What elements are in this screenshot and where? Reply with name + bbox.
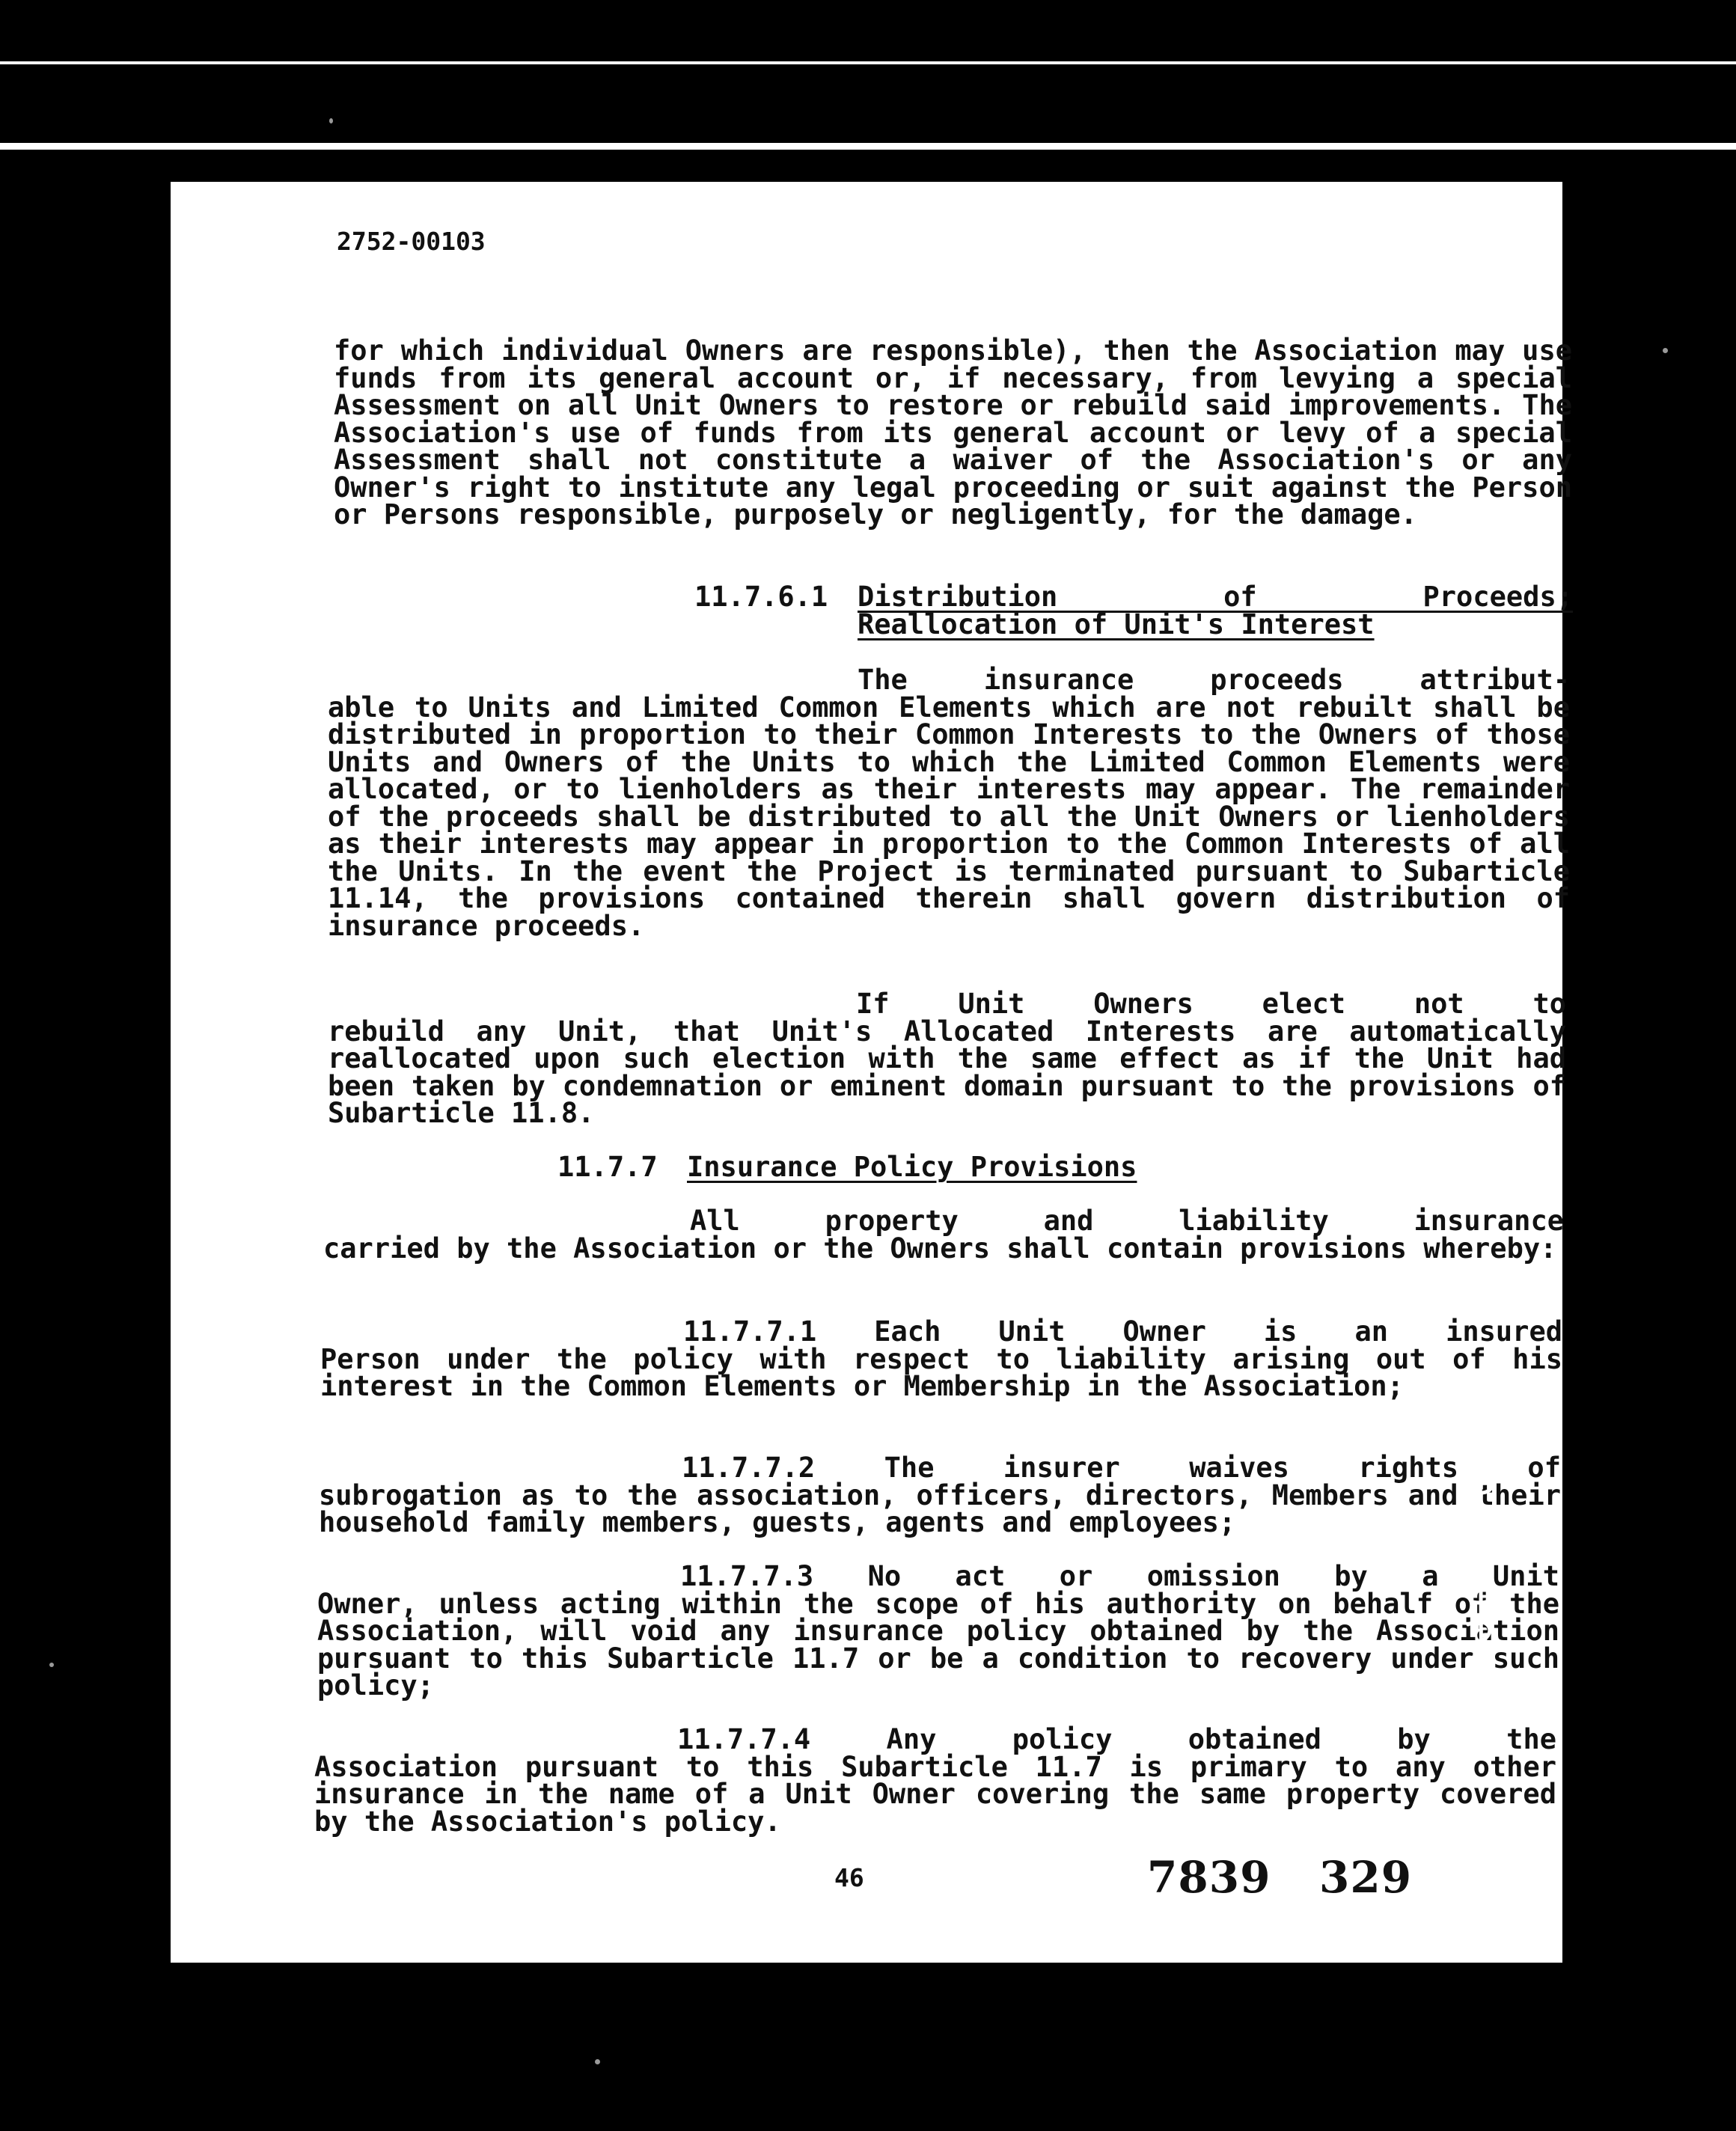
scan-speck <box>49 1663 54 1667</box>
document-page <box>171 182 1573 1963</box>
paragraph-first-line: 11.7.7.3 No act or omission by a Unit <box>680 1560 1559 1592</box>
paragraph-first-line: 11.7.7.1 Each Unit Owner is an insured <box>683 1315 1562 1348</box>
margin-notation-stroke <box>1468 1454 1493 1726</box>
section-11-7-6-1-title <box>858 583 1573 638</box>
paragraph-text: Person under the policy with respect to liability arising out of his interest in the Common Elements or Membership in the Association; <box>320 1342 1562 1402</box>
paragraph-first-line: If Unit Owners elect not to <box>856 988 1566 1020</box>
paragraph-first-line: 11.7.7.2 The insurer waives rights of <box>682 1452 1561 1484</box>
paragraph-text: Owner, unless acting within the scope of his authority on behalf of the Association, will void any insurance policy obtained by the Association pursuant to this Subarticle 11.7 or be a condition to recovery under such policy; <box>317 1587 1559 1702</box>
paragraph-distribution-of-proceeds <box>328 664 1570 942</box>
section-11-7-7-number: 11.7.7 <box>557 1151 658 1183</box>
paragraph-text: carried by the Association or the Owners shall contain provisions whereby: <box>323 1232 1557 1265</box>
recording-stamp-book: 7839 <box>1147 1852 1271 1903</box>
section-11-7-6-1-number: 11.7.6.1 <box>694 581 828 613</box>
paragraph-11-7-7-2 <box>319 1452 1561 1538</box>
scan-speck <box>329 118 333 123</box>
paragraph-text: rebuild any Unit, that Unit's Allocated Interests are automatically reallocated upon such election with the same effect as if the Unit had been taken by condemnation or eminent domain pursuant to the provisions of Subarticle 11.8. <box>328 1015 1566 1129</box>
paragraph-11-7-7-1 <box>320 1315 1562 1402</box>
scan-edge-line-second <box>0 143 1736 150</box>
section-title-line-1: Distribution of Proceeds; <box>858 581 1573 613</box>
paragraph-reallocation <box>328 988 1566 1129</box>
paragraph-text: subrogation as to the association, officers, directors, Members and their household family members, guests, agents and employees; <box>319 1479 1561 1538</box>
paragraph-first-line: All property and liability insurance <box>690 1205 1564 1237</box>
document-id: 2752-00103 <box>337 227 486 256</box>
paragraph-11-7-7-3 <box>317 1560 1559 1702</box>
paragraph-text: for which individual Owners are responsible), then the Association may use funds from its general account or, if necessary, from levying a special Assessment on all Unit Owners to restore or rebuild said improvements. The Association's use of funds from its general account or levy of a special Assessment shall not constitute a waiver of the Association's or any Owner's right to institute any legal proceeding or suit against the Person or Persons responsible, purposely or negligently, for the damage. <box>334 334 1572 531</box>
paragraph-first-line: The insurance proceeds attribut- <box>858 664 1570 696</box>
section-11-7-7-title: Insurance Policy Provisions <box>687 1151 1137 1183</box>
page-number: 46 <box>834 1863 864 1892</box>
section-title-line-2: Reallocation of Unit's Interest <box>858 608 1375 640</box>
scan-speck <box>1663 348 1668 353</box>
paragraph-11-7-7-4 <box>314 1723 1556 1838</box>
paragraph-policy-provisions-intro <box>323 1205 1564 1265</box>
scan-edge-line-top <box>0 61 1736 64</box>
paragraph-text: Association pursuant to this Subarticle 11.7 is primary to any other insurance in the name of a Unit Owner covering the same property covered by the Association's policy. <box>314 1750 1556 1838</box>
recording-stamp-page: 329 <box>1319 1852 1413 1903</box>
scan-speck <box>595 2059 600 2064</box>
paragraph-text: able to Units and Limited Common Elements which are not rebuilt shall be distributed in proportion to their Common Interests to the Owners of those Units and Owners of the Units to which the Limited Common Elements were allocated, or to lienholders as their interests may appear. The remainder of the proceeds shall be distributed to all the Unit Owners or lienholders as their interests may appear in proportion to the Common Interests of all the Units. In the event the Project is terminated pursuant to Subarticle 11.14, the provisions contained therein shall govern distribution of insurance proceeds. <box>328 691 1570 942</box>
paragraph-damage-restoration <box>334 334 1572 531</box>
handwritten-margin-notation <box>1452 1448 1512 1732</box>
paragraph-first-line: 11.7.7.4 Any policy obtained by the <box>677 1723 1556 1755</box>
